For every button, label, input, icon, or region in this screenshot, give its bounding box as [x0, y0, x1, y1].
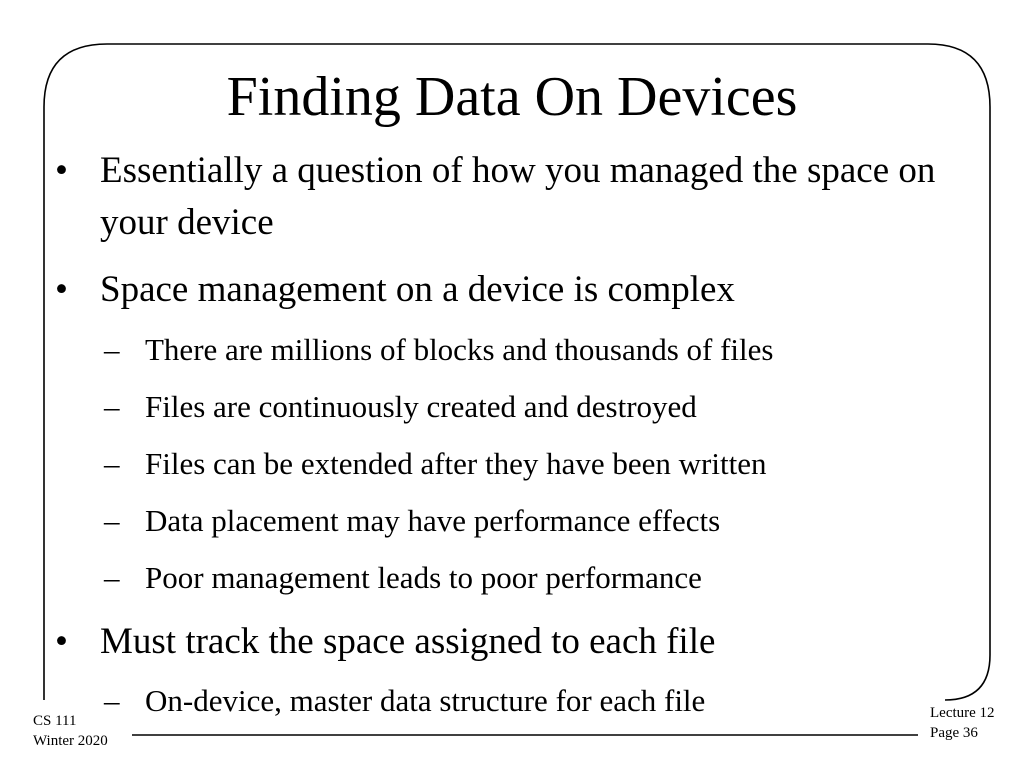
dash-marker: – — [104, 560, 120, 595]
sub-bullet-text: On-device, master data structure for each file — [145, 683, 706, 718]
sub-bullet-item — [104, 387, 697, 427]
footer-page-info — [930, 703, 995, 743]
bullet-item — [55, 264, 735, 316]
bullet-text: Essentially a question of how you managed the space on your device — [100, 150, 936, 243]
dash-marker: – — [104, 389, 120, 424]
sub-bullet-item — [104, 330, 773, 370]
bullet-item — [55, 616, 715, 668]
sub-bullet-item — [104, 501, 720, 541]
dash-marker: – — [104, 332, 120, 367]
sub-bullet-text: Files can be extended after they have been written — [145, 446, 767, 481]
bullet-text: Space management on a device is complex — [100, 269, 735, 310]
footer-course: CS 111 — [33, 713, 77, 729]
bullet-marker: • — [55, 150, 68, 191]
sub-bullet-text: Data placement may have performance effects — [145, 503, 721, 538]
dash-marker: – — [104, 683, 120, 718]
sub-bullet-text: There are millions of blocks and thousands of files — [145, 332, 774, 367]
bullet-text: Must track the space assigned to each file — [100, 621, 716, 662]
bullet-marker: • — [55, 621, 68, 662]
sub-bullet-text: Files are continuously created and destroyed — [145, 389, 697, 424]
footer-term: Winter 2020 — [33, 733, 108, 749]
footer-page-number: Page 36 — [930, 725, 978, 741]
dash-marker: – — [104, 446, 120, 481]
sub-bullet-item — [104, 681, 705, 721]
slide-title: Finding Data On Devices — [226, 66, 798, 128]
sub-bullet-item — [104, 444, 766, 484]
bullet-item — [55, 145, 970, 249]
dash-marker: – — [104, 503, 120, 538]
sub-bullet-item — [104, 558, 702, 598]
footer-lecture: Lecture 12 — [930, 705, 995, 721]
sub-bullet-text: Poor management leads to poor performance — [145, 560, 702, 595]
footer-course-info — [33, 711, 108, 751]
bullet-marker: • — [55, 269, 68, 310]
